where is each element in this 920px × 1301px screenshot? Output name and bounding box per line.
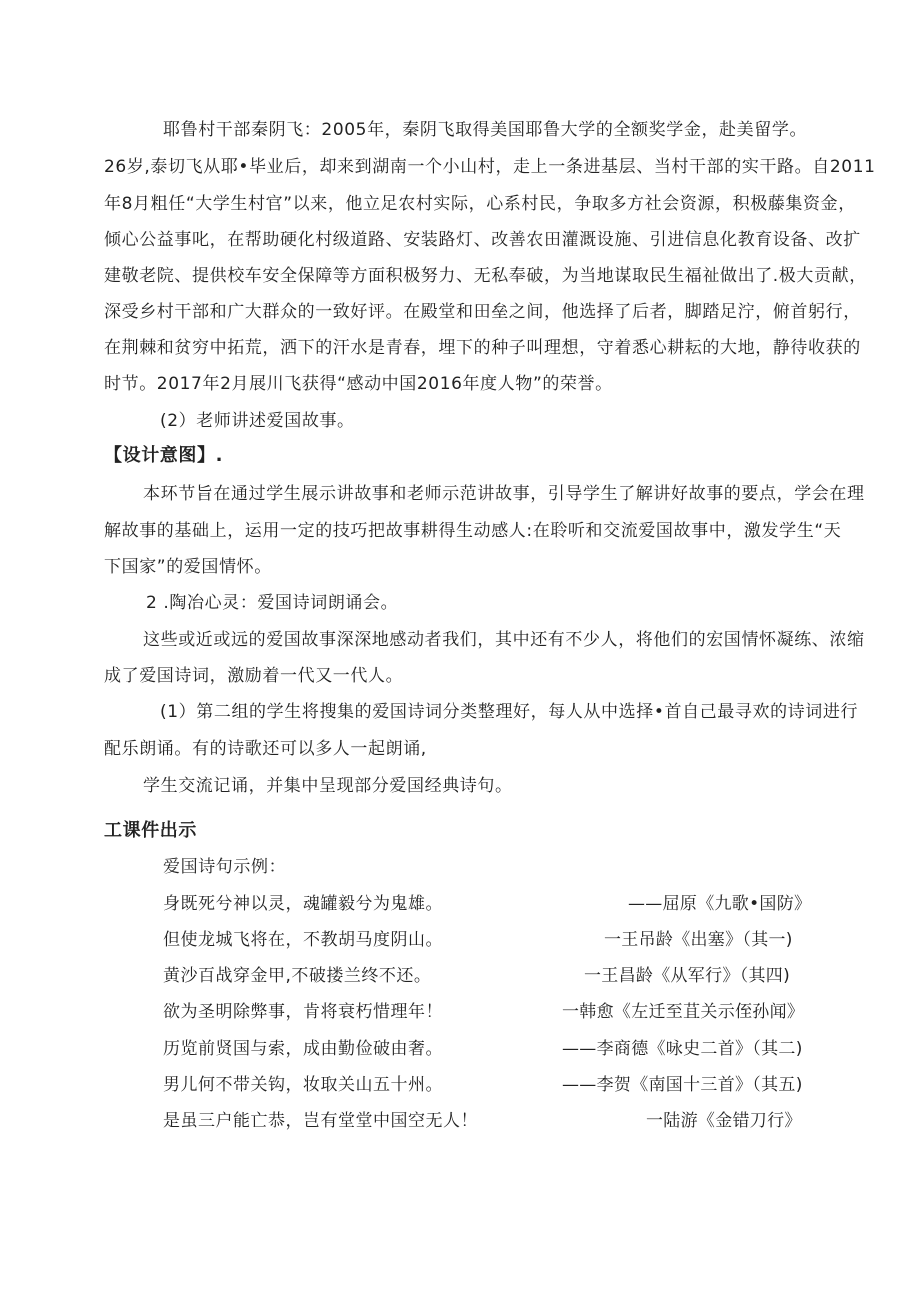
story-line-6: 深受乡村干部和广大群众的一致好评。在殿堂和田垒之间，他选择了后者，脚踏足泞，俯首躬行， (104, 302, 861, 322)
courseware-heading: 工课件出示 (104, 820, 197, 841)
section2-item1-line-1: (1）第二组的学生将搜集的爱国诗词分类整理好，每人从中选择•首自己最寻欢的诗词进行 (160, 702, 859, 722)
story-line-7: 在荆棘和贫穷中拓荒，洒下的汗水是青春，埋下的种子叫理想，守着悉心耕耘的大地，静待收获的 (104, 338, 861, 358)
section2-exchange: 学生交流记诵，并集中呈现部分爱国经典诗句。 (143, 776, 513, 796)
poem-example-label: 爱国诗句示例： (163, 857, 287, 877)
story-line-3: 年8月粗任“大学生村官”以来，他立足农村实际，心系村民，争取多方社会资源，积极藤集资金， (104, 194, 856, 214)
design-intent-line-3: 下国家”的爱国情怀。 (104, 557, 272, 577)
teacher-story-item: (2）老师讲述爱国故事。 (160, 411, 355, 431)
poem-line-4: 欲为圣明除弊事，肯将衰朽惜理年！ (163, 1002, 443, 1022)
poem-source-4: 一韩愈《左迁至苴关示侄孙闻》 (562, 1002, 805, 1022)
design-intent-heading: 【设计意图】. (104, 445, 224, 466)
poem-source-2: 一王吊龄《出塞》（其一) (604, 930, 793, 950)
story-line-4: 倾心公益事叱，在帮助硬化村级道路、安装路灯、改善农田灌溉设施、引进信息化教育设备、改扩 (104, 230, 861, 250)
story-line-2: 26岁,泰切飞从耶•毕业后，却来到湖南一个小山村，走上一条进基层、当村干部的实干路。自2011 (104, 157, 876, 177)
section2-item1-line-2: 配乐朗诵。有的诗歌还可以多人一起朗诵, (104, 739, 427, 759)
poem-line-6: 男儿何不带关钩，妆取关山五十州。 (163, 1075, 443, 1095)
poem-line-2: 但使龙城飞将在，不教胡马度阴山。 (163, 930, 443, 950)
poem-line-5: 历览前贤国与索，成由勤俭破由奢。 (163, 1039, 443, 1059)
poem-source-5: ——李商德《咏史二首》（其二) (562, 1039, 803, 1059)
design-intent-line-2: 解故事的基础上，运用一定的技巧把故事耕得生动感人:在聆听和交流爱国故事中，激发学生“天 (104, 521, 842, 541)
poem-source-3: 一王昌龄《从军行》（其四) (584, 966, 791, 986)
poem-source-1: ——屈原《九歌•国防》 (628, 894, 812, 914)
poem-source-6: ——李贺《南国十三首》（其五) (562, 1075, 803, 1095)
story-line-8: 时节。2017年2月展川飞获得“感动中国2016年度人物”的荣誉。 (104, 374, 613, 394)
poem-line-3: 黄沙百战穿金甲,不破搂兰终不还。 (163, 966, 432, 986)
poem-source-7: 一陆游《金错刀行》 (646, 1111, 802, 1131)
story-line-5: 建敬老院、提供校车安全保障等方面积极努力、无私奉破，为当地谋取民生福祉做出了.极大贡献， (104, 266, 867, 286)
section2-intro-line-1: 这些或近或远的爱国故事深深地感动者我们，其中还有不少人，将他们的宏国情怀凝练、浓缩 (143, 630, 865, 650)
design-intent-line-1: 本环节旨在通过学生展示讲故事和老师示范讲故事，引导学生了解讲好故事的要点，学会在理 (143, 484, 865, 504)
section2-intro-line-2: 成了爱国诗词，激励着一代又一代人。 (104, 666, 404, 686)
poem-line-1: 身既死兮神以灵，魂罐毅兮为鬼雄。 (163, 894, 443, 914)
poem-line-7: 是虽三户能亡恭，岂有堂堂中国空无人！ (163, 1111, 478, 1131)
section2-title: 2 .陶冶心灵：爱国诗词朗诵会。 (146, 593, 399, 613)
story-line-1: 耶鲁村干部秦阴飞：2005年，秦阴飞取得美国耶鲁大学的全额奖学金，赴美留学。 (163, 120, 808, 140)
